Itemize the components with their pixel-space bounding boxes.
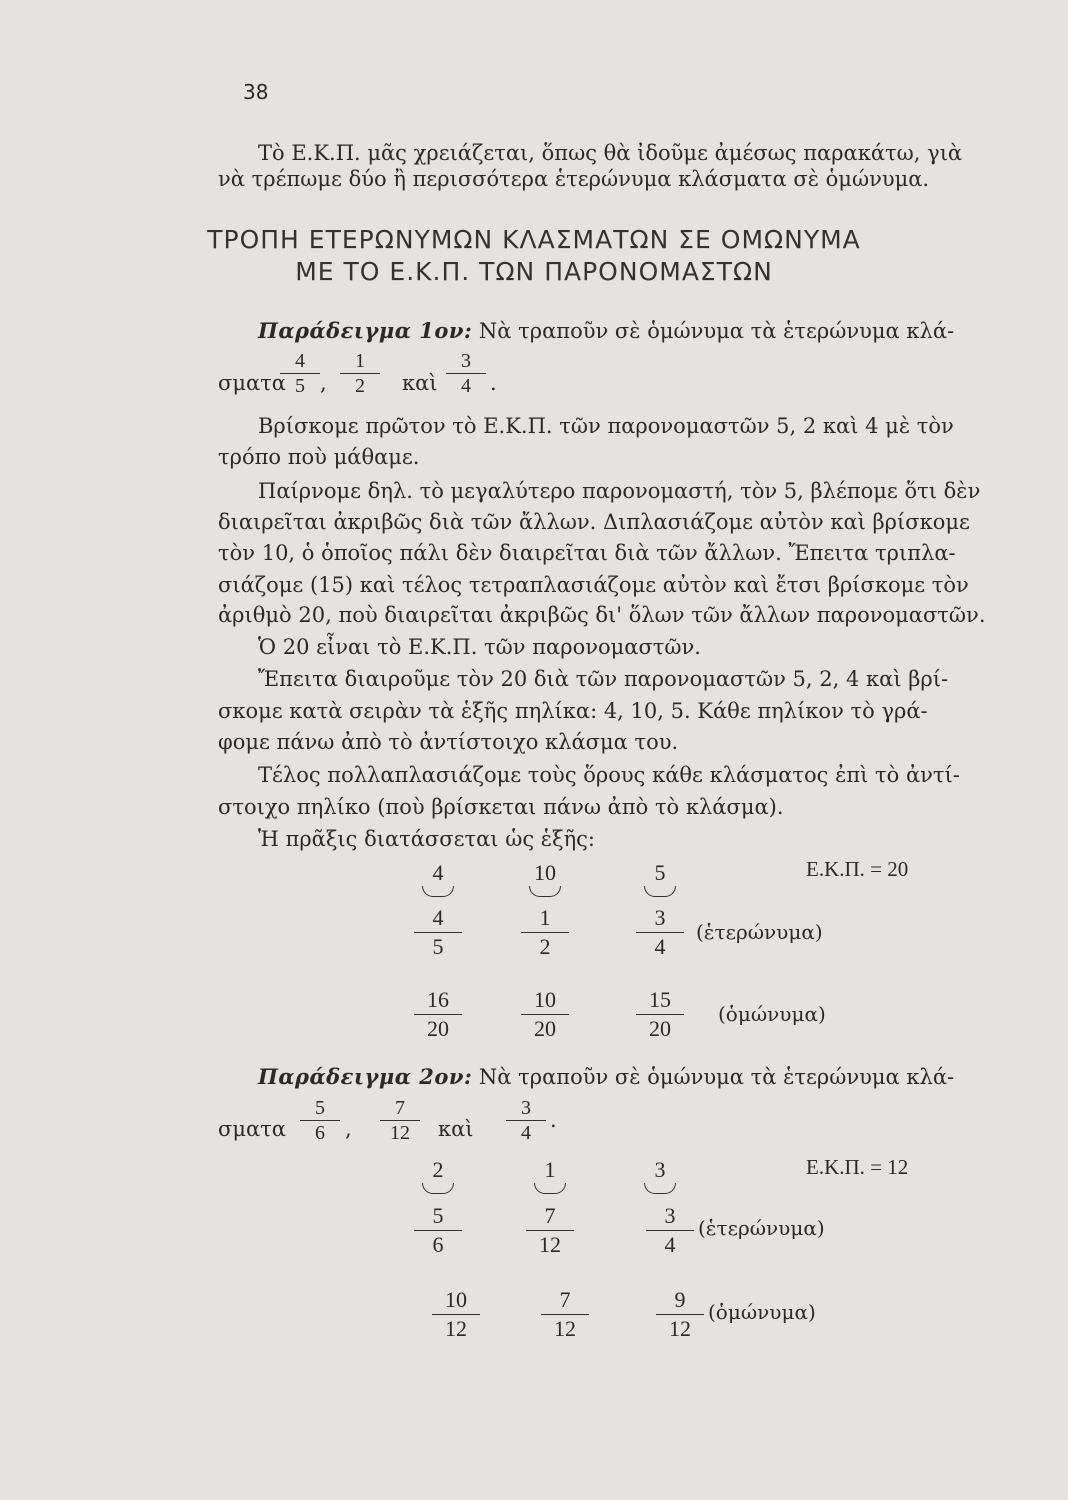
unlike-fraction: 3 4 [640, 1204, 700, 1257]
fraction-bar [506, 1120, 546, 1121]
fraction-bar [541, 1314, 589, 1315]
comma: , [345, 1117, 352, 1141]
example1-label: Παράδειγμα 1ον: [258, 318, 473, 343]
period: . [490, 371, 497, 395]
numerator: 7 [395, 1097, 405, 1119]
denominator: 2 [355, 375, 365, 397]
multiplier: 2 [408, 1157, 468, 1194]
numerator: 4 [295, 350, 305, 372]
fraction-bar [432, 1314, 480, 1315]
body-line: Ἔπειτα διαιροῦμε τὸν 20 διὰ τῶν παρονομαστῶν 5, 2, 4 καὶ βρί- [258, 667, 949, 691]
multiplier: 1 [520, 1157, 580, 1194]
body-line: στοιχο πηλίκο (ποὺ βρίσκεται πάνω ἀπὸ τὸ κλάσμα). [218, 795, 784, 819]
fraction-bar [636, 932, 684, 933]
ex1-inline-fraction-3 [444, 350, 488, 397]
example1-cont: σματα [218, 371, 286, 395]
lcm-result: Ε.Κ.Π. = 12 [806, 1155, 909, 1179]
section-title-line-1: ΤΡΟΠΗ ΕΤΕΡΩΝΥΜΩΝ ΚΛΑΣΜΑΤΩΝ ΣΕ ΟΜΩΝΥΜΑ [207, 225, 861, 254]
example2-text: Νὰ τραποῦν σὲ ὁμώνυμα τὰ ἑτερώνυμα κλά- [478, 1065, 955, 1089]
denominator: 12 [390, 1122, 410, 1144]
fraction-bar [340, 373, 380, 374]
fraction-bar [656, 1314, 704, 1315]
denominator: 4 [521, 1122, 531, 1144]
unlike-label: (ἑτερώνυμα) [696, 920, 823, 944]
ex2-inline-fraction-1 [298, 1097, 342, 1144]
brace [644, 1183, 676, 1194]
fraction-bar [280, 373, 320, 374]
fraction-bar [526, 1230, 574, 1231]
fraction-bar [300, 1120, 340, 1121]
unlike-fraction: 3 4 [630, 906, 690, 959]
body-line: σκομε κατὰ σειρὰν τὰ ἑξῆς πηλίκα: 4, 10, 5. Κάθε πηλίκον τὸ γρά- [218, 699, 928, 723]
fraction-bar [446, 373, 486, 374]
multiplier: 3 [630, 1157, 690, 1194]
fraction-bar [646, 1230, 694, 1231]
fraction-bar [414, 932, 462, 933]
body-line: Τέλος πολλαπλασιάζομε τοὺς ὅρους κάθε κλάσματος ἐπὶ τὸ ἀντί- [258, 763, 960, 787]
body-line: Βρίσκομε πρῶτον τὸ Ε.Κ.Π. τῶν παρονομαστῶν 5, 2 καὶ 4 μὲ τὸν [258, 414, 954, 438]
comma: , [320, 371, 327, 395]
brace [529, 886, 561, 897]
body-line: τρόπο ποὺ μάθαμε. [218, 445, 420, 469]
fraction-bar [414, 1230, 462, 1231]
example1-heading [258, 318, 954, 344]
body-line: ἀριθμὸ 20, ποὺ διαιρεῖται ἀκριβῶς δι' ὅλων τῶν ἄλλων παρονομαστῶν. [218, 603, 986, 627]
fraction-bar [380, 1120, 420, 1121]
like-fraction: 16 20 [408, 988, 468, 1041]
denominator: 5 [295, 375, 305, 397]
multiplier: 4 [408, 860, 468, 897]
body-line: τὸν 10, ὁ ὁποῖος πάλι δὲν διαιρεῖται διὰ τῶν ἄλλων. Ἔπειτα τριπλα- [218, 541, 956, 565]
fraction-bar [521, 932, 569, 933]
like-label: (ὁμώνυμα) [718, 1002, 826, 1026]
unlike-fraction: 7 12 [520, 1204, 580, 1257]
ex2-inline-fraction-3 [504, 1097, 548, 1144]
brace [422, 886, 454, 897]
body-line: Ἡ πρᾶξις διατάσσεται ὡς ἑξῆς: [258, 827, 596, 851]
example1-text: Νὰ τραποῦν σὲ ὁμώνυμα τὰ ἑτερώνυμα κλά- [478, 319, 955, 343]
numerator: 3 [521, 1097, 531, 1119]
lcm-result: Ε.Κ.Π. = 20 [806, 857, 909, 881]
fraction-bar [521, 1014, 569, 1015]
numerator: 5 [315, 1097, 325, 1119]
like-label: (ὁμώνυμα) [708, 1300, 816, 1324]
example2-label: Παράδειγμα 2ον: [258, 1064, 473, 1089]
like-fraction: 10 12 [426, 1288, 486, 1341]
body-line: Παίρνομε δηλ. τὸ μεγαλύτερο παρονομαστή, τὸν 5, βλέπομε ὅτι δὲν [258, 479, 981, 503]
intro-line-1: Τὸ Ε.Κ.Π. μᾶς χρειάζεται, ὅπως θὰ ἰδοῦμε ἀμέσως παρακάτω, γιὰ [258, 141, 963, 165]
body-line: σιάζομε (15) καὶ τέλος τετραπλασιάζομε αὐτὸν καὶ ἔτσι βρίσκομε τὸν [218, 573, 969, 597]
example2-cont: σματα [218, 1117, 286, 1141]
brace [422, 1183, 454, 1194]
unlike-label: (ἑτερώνυμα) [698, 1216, 825, 1240]
denominator: 6 [315, 1122, 325, 1144]
ex1-inline-fraction-1 [278, 350, 322, 397]
like-fraction: 10 20 [515, 988, 575, 1041]
unlike-fraction: 4 5 [408, 906, 468, 959]
multiplier: 5 [630, 860, 690, 897]
numerator: 3 [461, 350, 471, 372]
like-fraction: 7 12 [535, 1288, 595, 1341]
body-line: διαιρεῖται ἀκριβῶς διὰ τῶν ἄλλων. Διπλασιάζομε αὐτὸν καὶ βρίσκομε [218, 510, 970, 534]
brace [534, 1183, 566, 1194]
like-fraction: 9 12 [650, 1288, 710, 1341]
fraction-bar [414, 1014, 462, 1015]
ex2-inline-fraction-2 [378, 1097, 422, 1144]
body-line: φομε πάνω ἀπὸ τὸ ἀντίστοιχο κλάσμα του. [218, 730, 679, 754]
example2-heading [258, 1064, 954, 1090]
brace [644, 886, 676, 897]
multiplier: 10 [515, 860, 575, 897]
and-word: καὶ [438, 1117, 474, 1141]
fraction-bar [636, 1014, 684, 1015]
unlike-fraction: 5 6 [408, 1204, 468, 1257]
unlike-fraction: 1 2 [515, 906, 575, 959]
like-fraction: 15 20 [630, 988, 690, 1041]
and-word: καὶ [402, 371, 438, 395]
section-title-line-2: ΜΕ ΤΟ Ε.Κ.Π. ΤΩΝ ΠΑΡΟΝΟΜΑΣΤΩΝ [295, 257, 773, 286]
body-line: Ὁ 20 εἶναι τὸ Ε.Κ.Π. τῶν παρονομαστῶν. [258, 635, 701, 659]
page-number: 38 [243, 80, 269, 104]
ex1-inline-fraction-2 [338, 350, 382, 397]
numerator: 1 [355, 350, 365, 372]
period: . [550, 1108, 557, 1132]
intro-line-2: νὰ τρέπωμε δύο ἢ περισσότερα ἑτερώνυμα κλάσματα σὲ ὁμώνυμα. [218, 167, 930, 191]
denominator: 4 [461, 375, 471, 397]
